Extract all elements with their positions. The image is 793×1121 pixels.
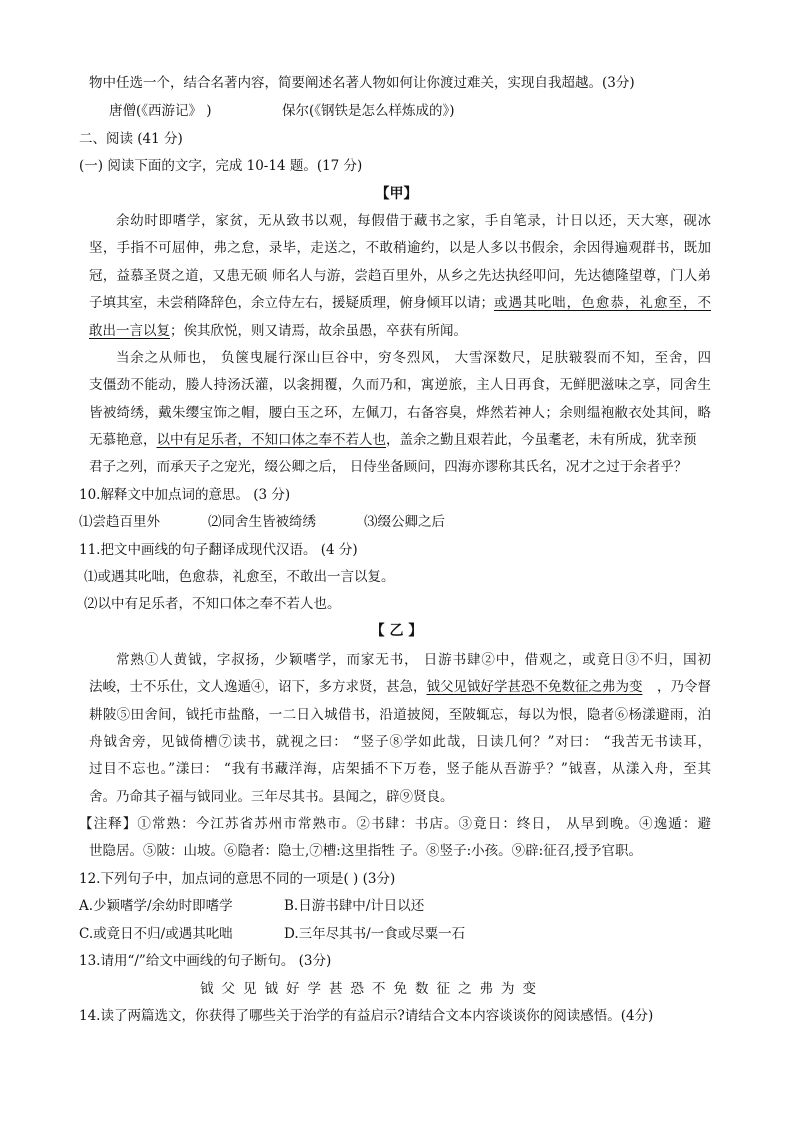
jia-p1-line: 冠，益慕圣贤之道，又患无硕 师名人与游，尝趋百里外，从乡之先达执经叩问，先达德隆望尊，门人弟 (89, 268, 711, 284)
section-heading: 二、阅读 (41 分) (79, 131, 183, 147)
q10-stem: 10.解释文中加点词的意思。 (3 分) (79, 487, 291, 503)
passage-jia-title: 【甲】 (375, 186, 418, 202)
underlined-sentence-yi: 钺父见钺好学甚恐不免数征之弗为变 (426, 679, 643, 695)
q12-option-d: D.三年尽其书/一食或尽粟一石 (284, 926, 466, 942)
jia-p1-text: 子填其室，未尝稍降辞色，余立侍左右，援疑质理，俯身倾耳以请； (89, 295, 494, 311)
yi-text: 法峻，士不乐仕，文人逸遁④，诏下，多方求贤，甚急， (89, 679, 427, 695)
yi-note: 世隐居。⑤陂：山坡。⑥隐者：隐士,⑦槽:这里指牲 子。⑧竖子:小孩。⑨辟:征召,授予官职。 (89, 843, 643, 859)
jia-p1-text: ；俟其欣悦，则又请焉，故余虽愚，卒获有所闻。 (170, 323, 467, 339)
q9-option-tangseng: 唐僧(《西游记》 ) (109, 103, 212, 119)
yi-line: 耕陂⑤田舍间，钺托市盐酪，一二日入城借书，沿道披阅，至陂辄忘，每以为恨，隐者⑥杨漾避雨，泊 (89, 707, 711, 723)
jia-p1-line: 余幼时即嗜学，家贫，无从致书以观，每假借于藏书之家，手自笔录，计日以还，天大寒，砚冰 (116, 213, 711, 229)
jia-p2-line: 君子之列，而承天子之宠光，缀公卿之后， 日侍坐备顾问，四海亦谬称其氏名，况才之过于余者乎？ (89, 459, 688, 475)
q11-item: ⑴或遇其叱咄，色愈恭，礼愈至，不敢出一言以复。 (84, 569, 395, 585)
yi-line: 过目不忘也。”漾曰： “我有书藏洋海，店架插不下万卷，竖子能从吾游乎？”钺喜，从漾入舟，至其 (89, 761, 711, 777)
jia-p2-line (89, 430, 697, 450)
q13-stem: 13.请用“/”给文中画线的句子断句。 (3分) (79, 953, 332, 969)
jia-p2-text: 无慕艳意， (89, 432, 157, 448)
q12-option-b: B.日游书肆中/计日以还 (284, 898, 425, 914)
q10-item: ⑶缀公卿之后 (364, 514, 445, 530)
q9-line: 物中任选一个，结合名著内容，简要阐述名著人物如何让你渡过难关，实现自我超越。(3分) (89, 75, 635, 91)
yi-line: 舍。乃命其子福与钺同业。三年尽其书。县闻之，辟⑨贤良。 (89, 789, 454, 805)
q11-item: ⑵以中有足乐者，不知口体之奉不若人也。 (84, 596, 341, 612)
q10-item: ⑵同舍生皆被绮绣 (208, 514, 316, 530)
q12-option-c: C.或竟日不归/或遇其叱咄 (79, 926, 233, 942)
passage-yi-title: 【 乙 】 (370, 623, 423, 639)
jia-p2-line: 当余之从师也， 负箧曳屣行深山巨谷中，穷冬烈风， 大雪深数尺，足肤皲裂而不知，至舍，四 (116, 350, 711, 366)
yi-line (89, 677, 711, 697)
q9-option-paul: 保尔(《钢铁是怎么样炼成的》) (282, 103, 455, 119)
yi-line: 舟钺舍旁，见钺倚槽⑦读书，就视之曰： “竖子⑧学如此哉，日读几何？”对曰： “我苦无书读耳， (89, 734, 711, 750)
q10-item: ⑴尝趋百里外 (79, 514, 160, 530)
jia-p2-line: 皆被绮绣，戴朱缨宝饰之帽，腰白玉之环，左佩刀，右备容臭，烨然若神人；余则缊袍敝衣处其间，略 (89, 405, 711, 421)
section-subheading: (一) 阅读下面的文字，完成 10-14 题。(17 分) (79, 158, 363, 174)
q13-sentence: 钺父见钺好学甚恐不免数征之弗为变 (200, 981, 544, 997)
q11-stem: 11.把文中画线的句子翻译成现代汉语。 (4 分) (79, 542, 358, 558)
underlined-sentence-1b: 敢出一言以复 (89, 323, 170, 339)
yi-line: 常熟①人黄钺，字叔扬，少颖嗜学，而家无书， 日游书肆②中，借观之，或竟日③不归，国初 (116, 652, 711, 668)
jia-p1-line (89, 293, 711, 313)
jia-p1-line: 坚，手指不可屈伸，弗之怠，录毕，走送之，不敢稍逾约，以是人多以书假余，余因得遍观群书，既加 (89, 240, 711, 256)
q12-stem: 12.下列句子中，加点词的意思不同的一项是( ) (3分) (79, 871, 396, 887)
q12-option-a: A.少颖嗜学/余幼时即嗜学 (79, 898, 233, 914)
jia-p2-text: ，盖余之勤且艰若此，今虽耄老，未有所成，犹幸预 (386, 432, 697, 448)
jia-p2-line: 支僵劲不能动，媵人持汤沃灌，以衾拥覆，久而乃和，寓逆旅，主人日再食，无鲜肥滋味之享，同舍生 (89, 377, 711, 393)
yi-text: ，乃令督 (657, 679, 711, 695)
q14-stem: 14.读了两篇选文，你获得了哪些关于治学的有益启示?请结合文本内容谈谈你的阅读感悟。(4分) (79, 1008, 654, 1024)
yi-note: 【注释】①常熟：今江苏省苏州市常熟市。②书肆：书店。③竟日：终日， 从早到晚。④逸遁：避 (79, 816, 711, 832)
jia-p1-line (89, 321, 467, 341)
underlined-sentence-1a: 或遇其叱咄，色愈恭，礼愈至，不 (494, 295, 711, 311)
underlined-sentence-2: 以中有足乐者，不知口体之奉不若人也 (156, 432, 386, 448)
